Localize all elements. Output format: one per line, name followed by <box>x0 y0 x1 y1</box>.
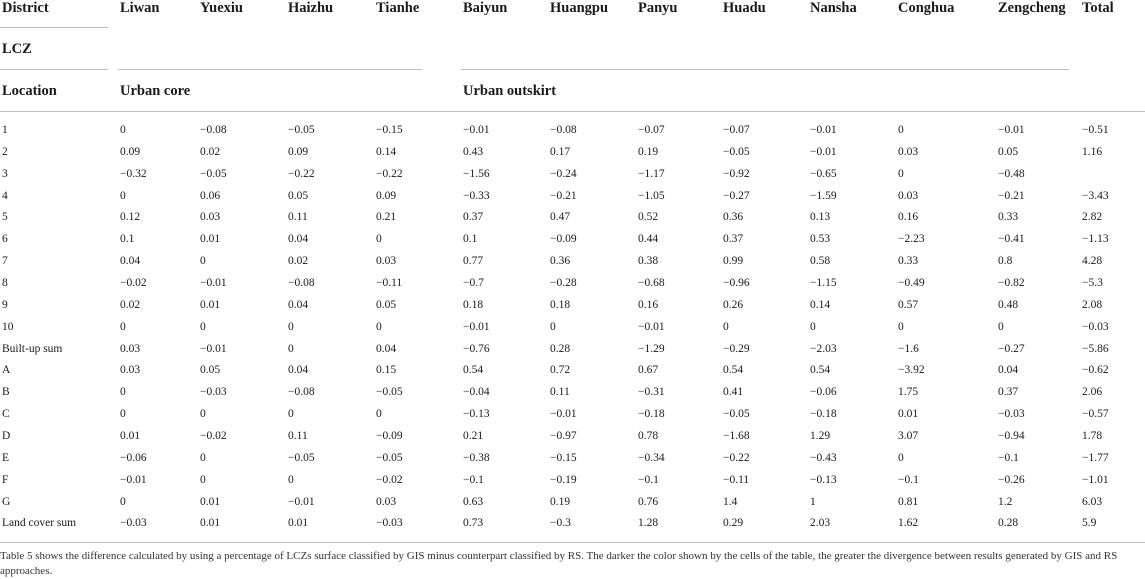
rule-district <box>0 27 108 28</box>
table-cell: 0 <box>200 473 206 486</box>
table-cell: −0.27 <box>998 342 1025 355</box>
table-cell: 0.01 <box>200 298 221 311</box>
table-cell: −0.08 <box>288 277 315 289</box>
table-cell: 0.04 <box>288 298 309 311</box>
table-cell: −1.59 <box>810 189 837 202</box>
table-cell: −0.05 <box>288 124 315 136</box>
table-cell: −0.24 <box>550 167 577 180</box>
table-cell: 0.44 <box>638 233 659 246</box>
district-col-header: Huadu <box>723 0 766 16</box>
table-cell: −1.17 <box>638 167 665 180</box>
table-cell: 0.01 <box>898 408 919 421</box>
table-cell: −0.28 <box>550 277 577 289</box>
table-cell: 0.36 <box>550 255 571 268</box>
table-cell: −0.01 <box>463 124 490 136</box>
table-cell: −0.31 <box>638 386 665 399</box>
table-cell: 0 <box>898 320 904 333</box>
table-cell: −0.1 <box>638 473 659 486</box>
table-cell: −0.41 <box>998 233 1025 246</box>
table-cell: −1.6 <box>898 342 919 355</box>
table-cell: −1.05 <box>638 189 665 202</box>
table-cell: 0.73 <box>463 517 484 530</box>
table-cell: 0 <box>288 473 294 486</box>
table-cell: 6.03 <box>1082 495 1103 508</box>
table-cell: −0.51 <box>1082 124 1109 136</box>
table-cell: 0.02 <box>200 145 221 158</box>
table-cell: 0.54 <box>723 364 744 377</box>
table-cell: 0.04 <box>376 342 397 355</box>
table-cell: 0 <box>200 255 206 268</box>
district-col-header: Huangpu <box>550 0 609 16</box>
table-cell: −0.97 <box>550 429 577 442</box>
table-cell: 0.28 <box>998 517 1019 530</box>
table-cell: 0.1 <box>120 233 135 246</box>
table-cell: 0.21 <box>376 211 397 224</box>
table-cell: 0.1 <box>463 233 478 246</box>
table-cell: −0.11 <box>723 473 750 486</box>
table-cell: −0.65 <box>810 167 837 180</box>
district-col-header: Baiyun <box>463 0 508 16</box>
table-cell: −1.15 <box>810 277 837 289</box>
table-cell: 0.29 <box>723 517 744 530</box>
table-cell: 0.15 <box>376 364 397 377</box>
table-cell: −0.27 <box>723 189 750 202</box>
table-cell: 0.8 <box>998 255 1013 268</box>
table-cell: −0.02 <box>200 429 227 442</box>
table-cell: 5.9 <box>1082 517 1097 530</box>
district-col-header: Panyu <box>638 0 678 16</box>
table-cell: 0.01 <box>200 233 221 246</box>
table-cell: 0.81 <box>898 495 919 508</box>
table-cell: 0.05 <box>998 145 1019 158</box>
table-cell: −0.06 <box>120 451 147 464</box>
table-cell: 0.76 <box>638 495 659 508</box>
row-label: C <box>2 408 10 421</box>
district-header: District <box>2 0 49 16</box>
table-cell: −0.34 <box>638 451 665 464</box>
table-cell: −0.03 <box>200 386 227 399</box>
table-cell: −3.92 <box>898 364 925 377</box>
district-col-header: Yuexiu <box>200 0 243 16</box>
table-cell: −0.06 <box>810 386 837 399</box>
table-cell: −1.77 <box>1082 451 1109 464</box>
row-label: 7 <box>2 255 8 268</box>
table-cell: −0.13 <box>810 473 837 486</box>
row-label: Built-up sum <box>2 342 63 355</box>
table-cell: 0 <box>120 495 126 508</box>
row-label: Land cover sum <box>2 517 77 530</box>
table-cell: −0.01 <box>998 124 1025 136</box>
row-label: 3 <box>2 167 8 180</box>
table-cell: 0.18 <box>463 298 484 311</box>
table-cell: −0.49 <box>898 277 925 289</box>
table-cell: −0.01 <box>810 145 837 158</box>
table-cell: −0.01 <box>810 124 837 136</box>
table-cell: 0.01 <box>120 429 141 442</box>
table-cell: 0.04 <box>998 364 1019 377</box>
table-cell: −2.03 <box>810 342 837 355</box>
table-cell: −0.05 <box>723 408 750 421</box>
table-cell: 0.11 <box>550 386 570 399</box>
table-cell: 0 <box>288 342 294 355</box>
table-cell: 0.57 <box>898 298 919 311</box>
table-cell: 0.16 <box>638 298 659 311</box>
table-cell: 1.4 <box>723 495 738 508</box>
rule-urban-outskirt <box>461 69 1069 70</box>
table-cell: −0.33 <box>463 189 490 202</box>
table-cell: −3.43 <box>1082 189 1109 202</box>
table-cell: 0 <box>120 189 126 202</box>
table-cell: −0.05 <box>723 145 750 158</box>
row-label: 9 <box>2 298 8 311</box>
table-cell: 0.16 <box>898 211 919 224</box>
table-cell: −0.22 <box>723 451 750 464</box>
table-cell: 0.18 <box>550 298 571 311</box>
table-cell: 1.75 <box>898 386 919 399</box>
row-label: A <box>2 364 11 377</box>
table-cell: 0.28 <box>550 342 571 355</box>
district-col-header: Total <box>1082 0 1114 16</box>
table-cell: −0.03 <box>120 517 147 530</box>
table-cell: 0.26 <box>723 298 744 311</box>
table-cell: 0 <box>288 408 294 421</box>
table-cell: −0.01 <box>550 408 577 421</box>
table-cell: 0.37 <box>723 233 744 246</box>
table-cell: 0.06 <box>200 189 221 202</box>
table-cell: 0.63 <box>463 495 484 508</box>
table-cell: −0.92 <box>723 167 750 180</box>
table-cell: 0 <box>376 233 382 246</box>
table-cell: −0.3 <box>550 517 571 530</box>
table-cell: 2.03 <box>810 517 831 530</box>
row-label: 10 <box>2 320 14 333</box>
table-cell: −0.03 <box>998 408 1025 421</box>
table-cell: −0.07 <box>723 124 750 136</box>
table-cell: 0.09 <box>288 145 309 158</box>
table-cell: −0.18 <box>638 408 665 421</box>
table-cell: −0.01 <box>200 342 227 355</box>
table-cell: −1.29 <box>638 342 665 355</box>
row-label: E <box>2 451 10 464</box>
table-cell: −0.09 <box>550 233 577 246</box>
table-cell: −0.15 <box>550 451 577 464</box>
row-label: 4 <box>2 189 8 202</box>
table-cell: 0.11 <box>288 211 308 224</box>
table-cell: −0.11 <box>376 277 403 289</box>
rule-urban-core <box>118 69 422 70</box>
table-cell: −1.01 <box>1082 473 1109 486</box>
table-cell: −0.26 <box>998 473 1025 486</box>
table-cell: −0.05 <box>376 451 403 464</box>
district-col-header: Haizhu <box>288 0 334 16</box>
table-cell: 0.53 <box>810 233 831 246</box>
table-cell: 0.54 <box>810 364 831 377</box>
table-cell: −0.76 <box>463 342 490 355</box>
table-cell: 0.19 <box>638 145 659 158</box>
table-cell: 0 <box>723 320 729 333</box>
table-cell: 0.09 <box>120 145 141 158</box>
table-cell: 0.02 <box>120 298 141 311</box>
table-cell: −5.3 <box>1082 277 1103 289</box>
row-label: G <box>2 495 11 508</box>
table-cell: 0.43 <box>463 145 484 158</box>
table-cell: 0.05 <box>200 364 221 377</box>
table-cell: −0.01 <box>288 495 315 508</box>
table-cell: −0.22 <box>288 167 315 180</box>
table-cell: −5.86 <box>1082 342 1109 355</box>
table-cell: −0.15 <box>376 124 403 136</box>
table-cell: −0.08 <box>288 386 315 399</box>
location-header: Location <box>2 83 57 99</box>
table-cell: 0.09 <box>376 189 397 202</box>
table-cell: −0.29 <box>723 342 750 355</box>
table-footnote: Table 5 shows the difference calculated by using a percentage of LCZs surface classified by GIS minus counterpart classified by RS. The darker the color shown by the cells of the table, the greater the divergence between results generated by GIS and RS approaches. <box>0 550 1118 577</box>
table-cell: 1.62 <box>898 517 919 530</box>
table-cell: 0 <box>200 408 206 421</box>
row-label: D <box>2 429 11 442</box>
table-cell: 2.08 <box>1082 298 1103 311</box>
table-cell: −0.13 <box>463 408 490 421</box>
lcz-header: LCZ <box>2 41 32 57</box>
table-cell: −0.01 <box>200 277 227 289</box>
row-label: 1 <box>2 124 8 136</box>
table-cell: 0.05 <box>288 189 309 202</box>
table-cell: 0.03 <box>200 211 221 224</box>
table-cell: −0.05 <box>288 451 315 464</box>
table-cell: −0.03 <box>376 517 403 530</box>
table-cell: −0.1 <box>898 473 919 486</box>
table-cell: 0.17 <box>550 145 571 158</box>
table-cell: 0.05 <box>376 298 397 311</box>
table-cell: 0 <box>120 386 126 399</box>
table-cell: 1.28 <box>638 517 659 530</box>
table-cell: −1.56 <box>463 167 490 180</box>
table-cell: 0.67 <box>638 364 659 377</box>
table-cell: 1.16 <box>1082 145 1103 158</box>
table-cell: −0.08 <box>200 124 227 136</box>
table-cell: 4.28 <box>1082 255 1103 268</box>
table-cell: 0.11 <box>288 429 308 442</box>
table-cell: 0.04 <box>288 364 309 377</box>
table-cell: 0 <box>200 320 206 333</box>
table-cell: 0.99 <box>723 255 744 268</box>
table-cell: −0.05 <box>376 386 403 399</box>
table-cell: 0.03 <box>120 364 141 377</box>
table-cell: 0.77 <box>463 255 484 268</box>
row-label: 2 <box>2 145 8 158</box>
rule-lcz <box>0 69 108 70</box>
district-col-header: Liwan <box>120 0 160 16</box>
table-cell: −0.05 <box>200 167 227 180</box>
table-cell: −0.08 <box>550 124 577 136</box>
table-cell: 0.14 <box>810 298 831 311</box>
table-cell: −0.02 <box>120 277 147 289</box>
table-cell: 0.72 <box>550 364 571 377</box>
table-cell: 0.01 <box>200 517 221 530</box>
row-label: F <box>2 473 9 486</box>
table-cell: 1.2 <box>998 495 1013 508</box>
table-cell: 0.52 <box>638 211 659 224</box>
district-col-header: Nansha <box>810 0 857 16</box>
table-cell: 0.01 <box>288 517 309 530</box>
table-cell: 0.01 <box>200 495 221 508</box>
table-cell: 0.38 <box>638 255 659 268</box>
table-cell: −0.21 <box>550 189 577 202</box>
table-cell: −0.7 <box>463 277 484 289</box>
table-cell: 0 <box>898 124 904 136</box>
table-cell: 0.47 <box>550 211 571 224</box>
table-cell: −0.82 <box>998 277 1025 289</box>
urban-outskirt-header: Urban outskirt <box>463 83 557 99</box>
table-cell: −0.43 <box>810 451 837 464</box>
table-cell: −1.13 <box>1082 233 1109 246</box>
rule-table-bottom <box>0 542 1145 543</box>
table-cell: 0.02 <box>288 255 309 268</box>
district-col-header: Zengcheng <box>998 0 1066 16</box>
table-cell: 0.21 <box>463 429 484 442</box>
table-cell: −0.03 <box>1082 320 1109 333</box>
table-cell: 0.13 <box>810 211 831 224</box>
table-cell: 0.04 <box>288 233 309 246</box>
table-cell: −0.94 <box>998 429 1025 442</box>
table-cell: −0.01 <box>463 320 490 333</box>
table-cell: 0.58 <box>810 255 831 268</box>
table-cell: 0 <box>120 408 126 421</box>
table-cell: −0.1 <box>463 473 484 486</box>
table-cell: 2.06 <box>1082 386 1103 399</box>
table-cell: 0.33 <box>898 255 919 268</box>
rule-header-bottom <box>0 111 1145 112</box>
table-cell: 0 <box>810 320 816 333</box>
table-cell: −0.62 <box>1082 364 1109 377</box>
table-cell: 0.37 <box>998 386 1019 399</box>
table-cell: −0.01 <box>638 320 665 333</box>
district-col-header: Tianhe <box>376 0 420 16</box>
table-cell: −1.68 <box>723 429 750 442</box>
table-cell: 0.03 <box>376 495 397 508</box>
table-cell: −0.19 <box>550 473 577 486</box>
table-cell: −0.57 <box>1082 408 1109 421</box>
table-cell: 0.78 <box>638 429 659 442</box>
table-cell: 0 <box>288 320 294 333</box>
row-label: 8 <box>2 277 8 289</box>
row-label: B <box>2 386 10 399</box>
table-cell: −0.1 <box>998 451 1019 464</box>
district-col-header: Conghua <box>898 0 955 16</box>
table-cell: −0.68 <box>638 277 665 289</box>
table-cell: 0.03 <box>898 189 919 202</box>
table-cell: 0 <box>200 451 206 464</box>
table-cell: −0.96 <box>723 277 750 289</box>
table-cell: 0 <box>550 320 556 333</box>
table-cell: 0.54 <box>463 364 484 377</box>
table-cell: 1.78 <box>1082 429 1103 442</box>
table-cell: 0.03 <box>376 255 397 268</box>
table-cell: −2.23 <box>898 233 925 246</box>
table-cell: 2.82 <box>1082 211 1103 224</box>
table-cell: 0 <box>376 320 382 333</box>
row-label: 6 <box>2 233 8 246</box>
table-cell: 1.29 <box>810 429 831 442</box>
table-cell: 3.07 <box>898 429 919 442</box>
table-cell: 0.19 <box>550 495 571 508</box>
table-cell: −0.38 <box>463 451 490 464</box>
table-cell: 0.03 <box>898 145 919 158</box>
table-cell: 0.12 <box>120 211 141 224</box>
table-cell: 0 <box>898 167 904 180</box>
row-label: 5 <box>2 211 8 224</box>
table-cell: −0.02 <box>376 473 403 486</box>
table-cell: 0 <box>898 451 904 464</box>
table-cell: −0.01 <box>120 473 147 486</box>
table-cell: −0.04 <box>463 386 490 399</box>
table-cell: 0.03 <box>120 342 141 355</box>
table-cell: 0 <box>376 408 382 421</box>
table-cell: −0.22 <box>376 167 403 180</box>
table-cell: 0.37 <box>463 211 484 224</box>
table-cell: 0.14 <box>376 145 397 158</box>
table-cell: 0.04 <box>120 255 141 268</box>
table-cell: 0 <box>120 320 126 333</box>
table-cell: −0.21 <box>998 189 1025 202</box>
table-cell: −0.09 <box>376 429 403 442</box>
table-cell: 0.36 <box>723 211 744 224</box>
table-cell: 0.48 <box>998 298 1019 311</box>
table-cell: 0 <box>998 320 1004 333</box>
table-cell: 0.33 <box>998 211 1019 224</box>
table-cell: 0 <box>120 124 126 136</box>
table-cell: 1 <box>810 495 816 508</box>
table-cell: 0.41 <box>723 386 744 399</box>
table-cell: −0.18 <box>810 408 837 421</box>
table-cell: −0.07 <box>638 124 665 136</box>
table-cell: −0.48 <box>998 167 1025 180</box>
urban-core-header: Urban core <box>120 83 191 99</box>
table-cell: −0.32 <box>120 167 147 180</box>
